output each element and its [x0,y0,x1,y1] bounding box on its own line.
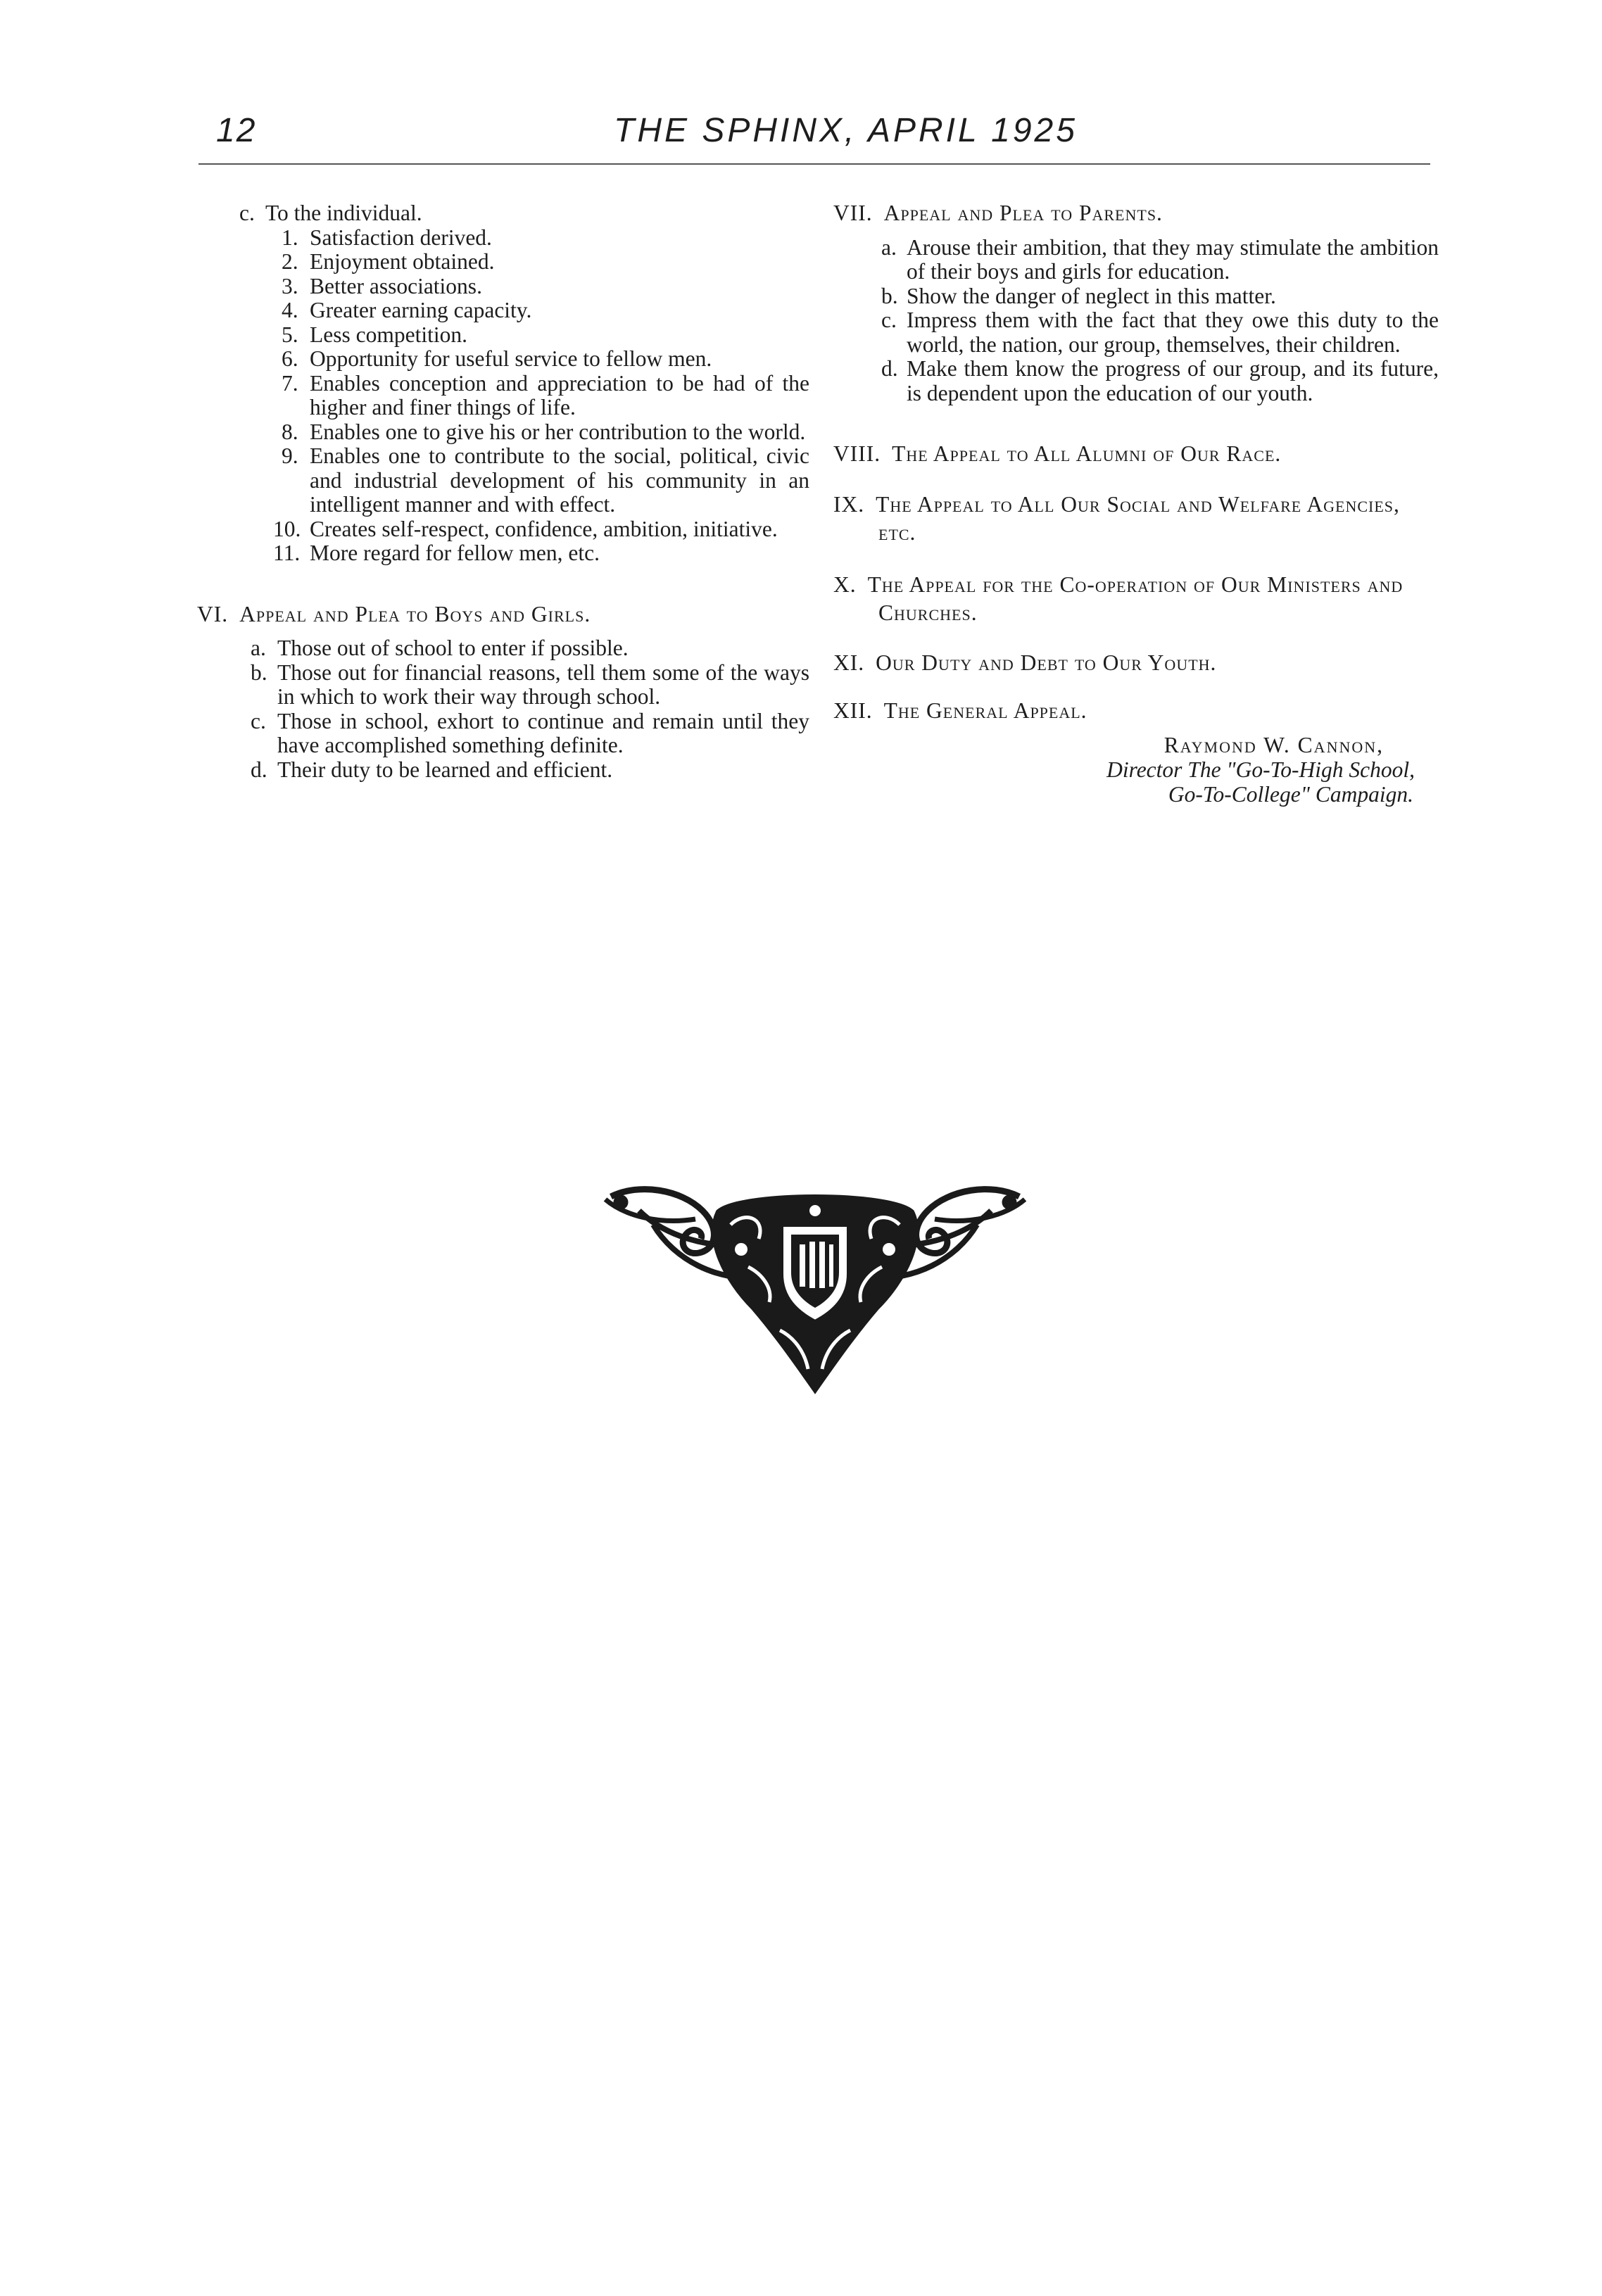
item-marker: 3. [282,273,298,298]
list-item [833,284,1439,309]
item-marker: 9. [282,443,298,468]
item-text: Those out of school to enter if possible. [277,636,629,660]
item-marker: b. [251,660,267,685]
item-text: Enables one to contribute to the social, political, civic and industrial development of his community in an intelligent manner and with effect. [310,443,809,517]
section-numeral: X. [833,572,857,597]
item-marker: 11. [273,541,301,565]
item-marker: 4. [282,298,298,322]
section-numeral: VIII. [833,441,881,466]
item-marker: a. [881,234,897,260]
right-column [833,201,1439,807]
item-text: Their duty to be learned and efficient. [277,757,613,782]
section-numeral: VII. [833,201,873,225]
item-marker: 6. [282,346,298,371]
list-item [197,201,809,226]
section-title: The Appeal to All Our Social and Welfare Agencies, etc. [876,491,1400,545]
section-heading [833,201,1439,226]
lyre-shield-ornament-icon [597,1182,1033,1408]
item-text: Impress them with the fact that they owe this duty to the world, the nation, our group, themselves, their children. [907,308,1439,357]
item-marker: c. [239,201,255,225]
list-item [197,226,809,251]
list-item [197,661,809,709]
item-marker: 10. [273,516,301,541]
section-heading [833,571,1439,627]
item-marker: 5. [282,322,298,347]
item-text: Those in school, exhort to continue and remain until they have accomplished something definite. [277,708,809,757]
list-item [197,541,809,566]
list-item [197,372,809,420]
section-title: Appeal and Plea to Boys and Girls. [239,601,591,626]
section-numeral: XI. [833,650,865,675]
section-heading [833,442,1439,467]
item-marker: d. [251,757,267,782]
section-title: Appeal and Plea to Parents. [883,201,1163,225]
section-numeral: VI. [197,601,229,626]
section-title: The Appeal to All Alumni of Our Race. [892,441,1282,466]
page-header [198,106,1430,162]
item-text: Enables one to give his or her contribution to the world. [310,419,806,444]
page-number: 12 [216,112,257,149]
section-title: Our Duty and Debt to Our Youth. [876,650,1217,675]
list-item [197,298,809,323]
item-text: Enjoyment obtained. [310,249,495,274]
signature-title: Director The "Go-To-High School, [1106,757,1415,782]
item-marker: 1. [282,225,298,250]
item-marker: a. [251,636,266,660]
list-item [833,308,1439,357]
list-item [197,636,809,661]
item-marker: d. [881,356,898,381]
header-rule [198,163,1430,165]
item-marker: 7. [282,370,298,396]
section-heading [197,603,809,627]
left-column [197,201,809,782]
item-marker: c. [251,708,266,733]
list-item [197,444,809,517]
item-marker: c. [881,308,897,332]
running-title: THE SPHINX, APRIL 1925 [614,112,1078,149]
item-marker: b. [881,283,898,308]
item-text: Greater earning capacity. [310,298,532,322]
list-item [197,420,809,445]
section-title: The Appeal for the Co-operation of Our Ministers and Churches. [867,572,1404,625]
item-text: Better associations. [310,273,482,298]
item-marker: 2. [282,249,298,274]
signature-block [833,733,1439,807]
list-item [197,709,809,758]
item-text: Those out for financial reasons, tell them some of the ways in which to work their way through school. [277,660,809,709]
item-text: Show the danger of neglect in this matter. [907,283,1276,308]
item-text: Enables conception and appreciation to be had of the higher and finer things of life. [310,370,809,420]
section-heading [833,491,1439,547]
item-marker: 8. [282,419,298,444]
item-text: Arouse their ambition, that they may stimulate the ambition of their boys and girls for education. [907,234,1439,284]
section-heading [833,651,1439,676]
item-text: To the individual. [265,201,422,225]
item-text: Creates self-respect, confidence, ambition, initiative. [310,516,778,541]
item-text: Less competition. [310,322,467,347]
signature-title-continued: Go-To-College" Campaign. [1168,782,1413,807]
list-item [197,758,809,783]
item-text: Opportunity for useful service to fellow men. [310,346,712,371]
section-heading [833,699,1439,724]
list-item [833,357,1439,405]
signature-name: Raymond W. Cannon, [1163,732,1384,757]
item-text: Satisfaction derived. [310,225,492,250]
list-item [197,323,809,348]
list-item [197,347,809,372]
list-item [833,236,1439,284]
item-text: More regard for fellow men, etc. [310,541,600,565]
item-text: Make them know the progress of our group, and its future, is dependent upon the education of our youth. [907,356,1439,405]
list-item [197,275,809,299]
list-item [197,517,809,542]
section-title: The General Appeal. [883,698,1087,723]
section-numeral: IX. [833,491,865,517]
list-item [197,250,809,275]
section-numeral: XII. [833,698,873,723]
